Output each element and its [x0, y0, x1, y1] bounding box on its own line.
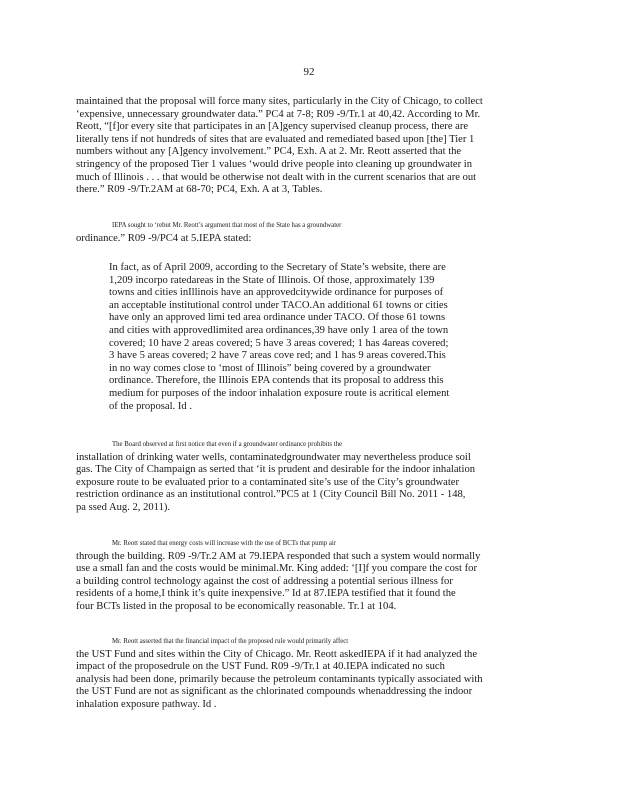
text-line: literally tens if not hundreds of sites that are evaluated and remediated based upon [the] Tier 1: [76, 133, 475, 145]
quote-line: of the proposal. Id .: [109, 400, 192, 412]
quote-line: In fact, as of April 2009, according to the Secretary of State’s website, there are: [109, 262, 446, 273]
quote-line: towns and cities inIllinois have an approvedcitywide ordinance for purposes of: [109, 287, 444, 299]
paragraph-energy-costs: [76, 538, 538, 614]
text-line: restriction ordinance as an institutional control.”PC5 at 1 (City Council Bill No. 2011 - 148,: [76, 489, 466, 501]
text-line: impact of the proposedrule on the UST Fund. R09 -9/Tr.1 at 40.IEPA indicated no such: [76, 661, 445, 673]
quote-line: ordinance. Therefore, the Illinois EPA contends that its proposal to address this: [109, 375, 444, 387]
quote-line: 3 have 5 areas covered; 2 have 7 areas cove red; and 1 has 9 areas covered.This: [109, 350, 446, 362]
text-line: IEPA sought to ‘rebut Mr. Reott’s argument that most of the State has a groundwater: [112, 222, 342, 229]
paragraph-board-observed: [76, 439, 538, 515]
text-line: numbers without any [A]gency involvement.” PC4, Exh. A at 2. Mr. Reott asserted that the: [76, 146, 462, 158]
text-line: residents of a home,I think it’s quite inexpensive.” Id at 87.IEPA testified that it found the: [76, 588, 456, 600]
quote-line: medium for purposes of the indoor inhalation exposure route is acritical element: [109, 387, 450, 399]
quote-line: have only an approved limi ted area ordinance under TACO. Of those 61 towns: [109, 312, 446, 324]
text-line: four BCTs listed in the proposal to be economically reasonable. Tr.1 at 104.: [76, 600, 397, 612]
text-line: inhalation exposure pathway. Id .: [76, 698, 217, 710]
text-line: pa ssed Aug. 2, 2011).: [76, 501, 171, 513]
text-line: Mr. Reott stated that energy costs will increase with the use of BCTs that pump air: [112, 540, 337, 547]
text-line: exposure route to be evaluated prior to a contaminated site’s use of the City’s groundwater: [76, 476, 460, 488]
text-line: use a small fan and the costs would be minimal.Mr. King added: ‘[I]f you compare the cost for: [76, 563, 477, 575]
quote-line: an acceptable institutional control under TACO.An additional 61 towns or cities: [109, 299, 448, 311]
paragraph-reott-groundwater-data: [76, 96, 538, 197]
text-line: Reott, “[f]or every site that participates in an [A]gency supervised cleanup process, there are: [76, 121, 469, 133]
paragraph-ust-fund: [76, 636, 538, 712]
quote-line: covered; 10 have 2 areas covered; 5 have 3 areas covered; 1 has 4areas covered;: [109, 337, 449, 349]
block-quote-iepa: [109, 262, 501, 413]
text-line: Mr. Reott asserted that the financial impact of the proposed rule would primarily affect: [112, 638, 349, 645]
text-line: ordinance.” R09 -9/PC4 at 5.IEPA stated:: [76, 232, 252, 244]
quote-line: 1,209 incorpo ratedareas in the State of Illinois. Of those, approximately 139: [109, 274, 435, 286]
text-line: The Board observed at first notice that even if a groundwater ordinance prohibits the: [112, 441, 343, 448]
text-line: gas. The City of Champaign as serted that ‘it is prudent and desirable for the indoor inhalation: [76, 464, 476, 476]
text-line: the UST Fund and sites within the City of Chicago. Mr. Reott askedIEPA if it had analyzed the: [76, 648, 478, 660]
paragraph-iepa-rebut: [76, 220, 538, 245]
text-line: there.” R09 -9/Tr.2AM at 68-70; PC4, Exh. A at 3, Tables.: [76, 184, 323, 196]
text-line: much of Illinois . . . that would be otherwise not dealt with in the current scenarios that are out: [76, 171, 477, 183]
text-line: ‘expensive, unnecessary groundwater data.” PC4 at 7-8; R09 -9/Tr.1 at 40,42. According to Mr.: [76, 108, 481, 120]
text-line: the UST Fund are not as significant as the chlorinated compounds whenaddressing the indoor: [76, 686, 473, 698]
text-line: analysis had been done, primarily because the petroleum contaminants typically associated with: [76, 673, 483, 685]
quote-line: in no way comes close to ‘most of Illinois” being covered by a groundwater: [109, 362, 431, 374]
text-line: installation of drinking water wells, contaminatedgroundwater may nevertheless produce soil: [76, 451, 471, 463]
text-line: stringency of the proposed Tier 1 values ‘would drive people into cleaning up groundwater in: [76, 158, 473, 170]
text-line: through the building. R09 -9/Tr.2 AM at 79.IEPA responded that such a system would normally: [76, 550, 481, 562]
text-line: a building control technology against the cost of addressing a potential serious illness for: [76, 575, 453, 587]
text-line: maintained that the proposal will force many sites, particularly in the City of Chicago, to collect: [76, 96, 483, 107]
quote-line: and cities with approvedlimited area ordinances,39 have only 1 area of the town: [109, 324, 449, 336]
page-number: 92: [303, 66, 315, 78]
